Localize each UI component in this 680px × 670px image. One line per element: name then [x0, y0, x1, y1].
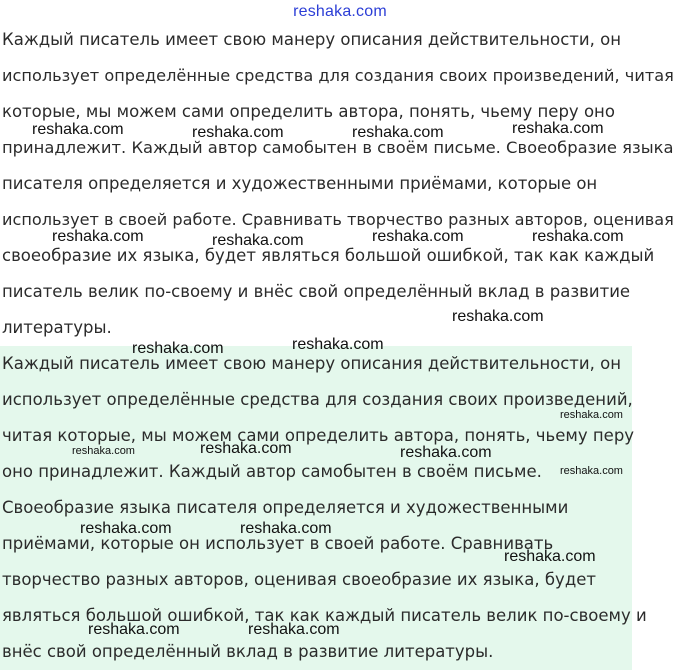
watermark: reshaka.com	[512, 120, 604, 137]
task-line: использует определённые средства для создания своих произведений, читая	[2, 66, 674, 85]
watermark: reshaka.com	[72, 445, 135, 457]
watermark: reshaka.com	[80, 520, 172, 537]
watermark: reshaka.com	[88, 621, 180, 638]
watermark: reshaka.com	[248, 621, 340, 638]
task-line: принадлежит. Каждый автор самобытен в своём письме. Своеобразие языка	[2, 138, 674, 157]
watermark: reshaka.com	[192, 124, 284, 141]
answer-line: использует определённые средства для создания своих произведений,	[2, 390, 633, 409]
task-line: писателя определяется и художественными приёмами, которые он	[2, 174, 598, 193]
answer-line: оно принадлежит. Каждый автор самобытен в своём письме.	[2, 462, 542, 481]
watermark: reshaka.com	[240, 520, 332, 537]
answer-line: являться большой ошибкой, так как каждый писатель велик по-своему и	[2, 606, 647, 625]
watermark: reshaka.com	[372, 228, 464, 245]
task-line: использует в своей работе. Сравнивать творчество разных авторов, оценивая	[2, 210, 674, 229]
watermark: reshaka.com	[504, 548, 596, 565]
watermark: reshaka.com	[452, 308, 544, 325]
watermark: reshaka.com	[132, 340, 224, 357]
answer-line: внёс свой определённый вклад в развитие литературы.	[2, 642, 494, 661]
watermark: reshaka.com	[400, 444, 492, 461]
task-line: своеобразие их языка, будет являться большой ошибкой, так как каждый	[2, 246, 655, 265]
watermark: reshaka.com	[32, 121, 124, 138]
answer-line: читая которые, мы можем сами определить автора, понять, чьему перу	[2, 426, 635, 445]
task-line: писатель велик по-своему и внёс свой определённый вклад в развитие	[2, 282, 631, 301]
watermark: reshaka.com	[200, 440, 292, 457]
answer-line: Каждый писатель имеет свою манеру описания действительности, он	[2, 354, 621, 373]
watermark: reshaka.com	[560, 409, 623, 421]
watermark: reshaka.com	[560, 465, 623, 477]
answer-line: творчество разных авторов, оценивая своеобразие их языка, будет	[2, 570, 596, 589]
watermark: reshaka.com	[52, 228, 144, 245]
watermark: reshaka.com	[352, 124, 444, 141]
task-line: Каждый писатель имеет свою манеру описания действительности, он	[2, 30, 621, 49]
site-header-watermark: reshaka.com	[293, 3, 387, 20]
task-line: которые, мы можем сами определить автора, понять, чьему перу оно	[2, 102, 615, 121]
task-line: литературы.	[2, 318, 112, 337]
watermark: reshaka.com	[292, 336, 384, 353]
answer-line: Своеобразие языка писателя определяется и художественными	[2, 498, 569, 517]
watermark: reshaka.com	[532, 228, 624, 245]
answer-line: приёмами, которые он использует в своей работе. Сравнивать	[2, 534, 554, 553]
watermark: reshaka.com	[212, 232, 304, 249]
